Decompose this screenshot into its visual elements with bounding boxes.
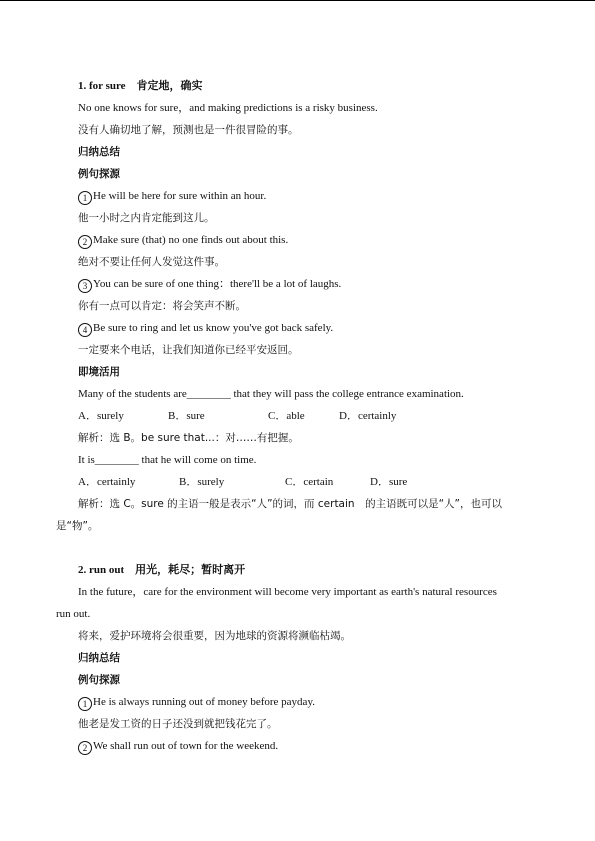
section-2-intro-en-line-1: In the future，care for the environment will become very important as earth's natural resources (78, 586, 497, 598)
section-1-heading: 1. for sure 肯定地，确实 (78, 80, 203, 92)
question-1-answer: 解析：选 B。be sure that...：对……有把握。 (78, 432, 299, 444)
section-2-heading: 2. run out 用光，耗尽；暂时离开 (78, 564, 246, 576)
section-1-examples-label: 例句探源 (78, 168, 120, 180)
option-a: A．certainly (78, 476, 136, 488)
number-circle: 1 (78, 191, 92, 205)
section-2-intro-cn: 将来，爱护环境将会很重要，因为地球的资源将濒临枯竭。 (78, 630, 351, 642)
number-circle: 3 (78, 279, 92, 293)
option-c: C．certain (285, 476, 334, 488)
example-1-3-en: 3 You can be sure of one thing：there'll be a lot of laughs. (78, 277, 341, 293)
page-top-border (0, 0, 595, 1)
example-2-2-en: 2 We shall run out of town for the weekend. (78, 739, 278, 755)
option-b: B．sure (168, 410, 205, 422)
number-circle: 4 (78, 323, 92, 337)
question-1-stem: Many of the students are________ that they will pass the college entrance examination. (78, 388, 464, 400)
option-d: D．certainly (339, 410, 397, 422)
section-2-summary-label: 归纳总结 (78, 652, 120, 664)
option-c: C．able (268, 410, 305, 422)
section-1-intro-cn: 没有人确切地了解，预测也是一件很冒险的事。 (78, 124, 299, 136)
section-2-examples-label: 例句探源 (78, 674, 120, 686)
question-2-answer-line-1: 解析：选 C。sure 的主语一般是表示“人”的词，而 certain 的主语既可以是“人”，也可以 (78, 498, 502, 510)
question-2-stem: It is________ that he will come on time. (78, 454, 257, 466)
option-b: B．surely (179, 476, 225, 488)
example-2-1-cn: 他老是发工资的日子还没到就把钱花完了。 (78, 718, 278, 730)
section-1-summary-label: 归纳总结 (78, 146, 120, 158)
number-circle: 2 (78, 235, 92, 249)
question-1-options (78, 409, 396, 423)
section-1-practice-label: 即境活用 (78, 366, 120, 378)
section-2-intro-en-line-2: run out. (56, 608, 91, 620)
example-1-1-en: 1 He will be here for sure within an hour. (78, 189, 266, 205)
example-1-3-cn: 你有一点可以肯定：将会笑声不断。 (78, 300, 246, 312)
option-d: D．sure (370, 476, 408, 488)
example-1-2-en: 2 Make sure (that) no one finds out about this. (78, 233, 288, 249)
example-1-2-cn: 绝对不要让任何人发觉这件事。 (78, 256, 225, 268)
number-circle: 1 (78, 697, 92, 711)
example-2-1-en: 1 He is always running out of money before payday. (78, 695, 315, 711)
example-1-4-cn: 一定要来个电话，让我们知道你已经平安返回。 (78, 344, 299, 356)
option-a: A．surely (78, 410, 124, 422)
example-1-4-en: 4 Be sure to ring and let us know you've got back safely. (78, 321, 333, 337)
question-2-options (78, 475, 407, 489)
section-1-intro-en: No one knows for sure，and making predictions is a risky business. (78, 102, 378, 114)
question-2-answer-line-2: 是“物”。 (56, 520, 99, 532)
number-circle: 2 (78, 741, 92, 755)
example-1-1-cn: 他一小时之内肯定能到这儿。 (78, 212, 215, 224)
